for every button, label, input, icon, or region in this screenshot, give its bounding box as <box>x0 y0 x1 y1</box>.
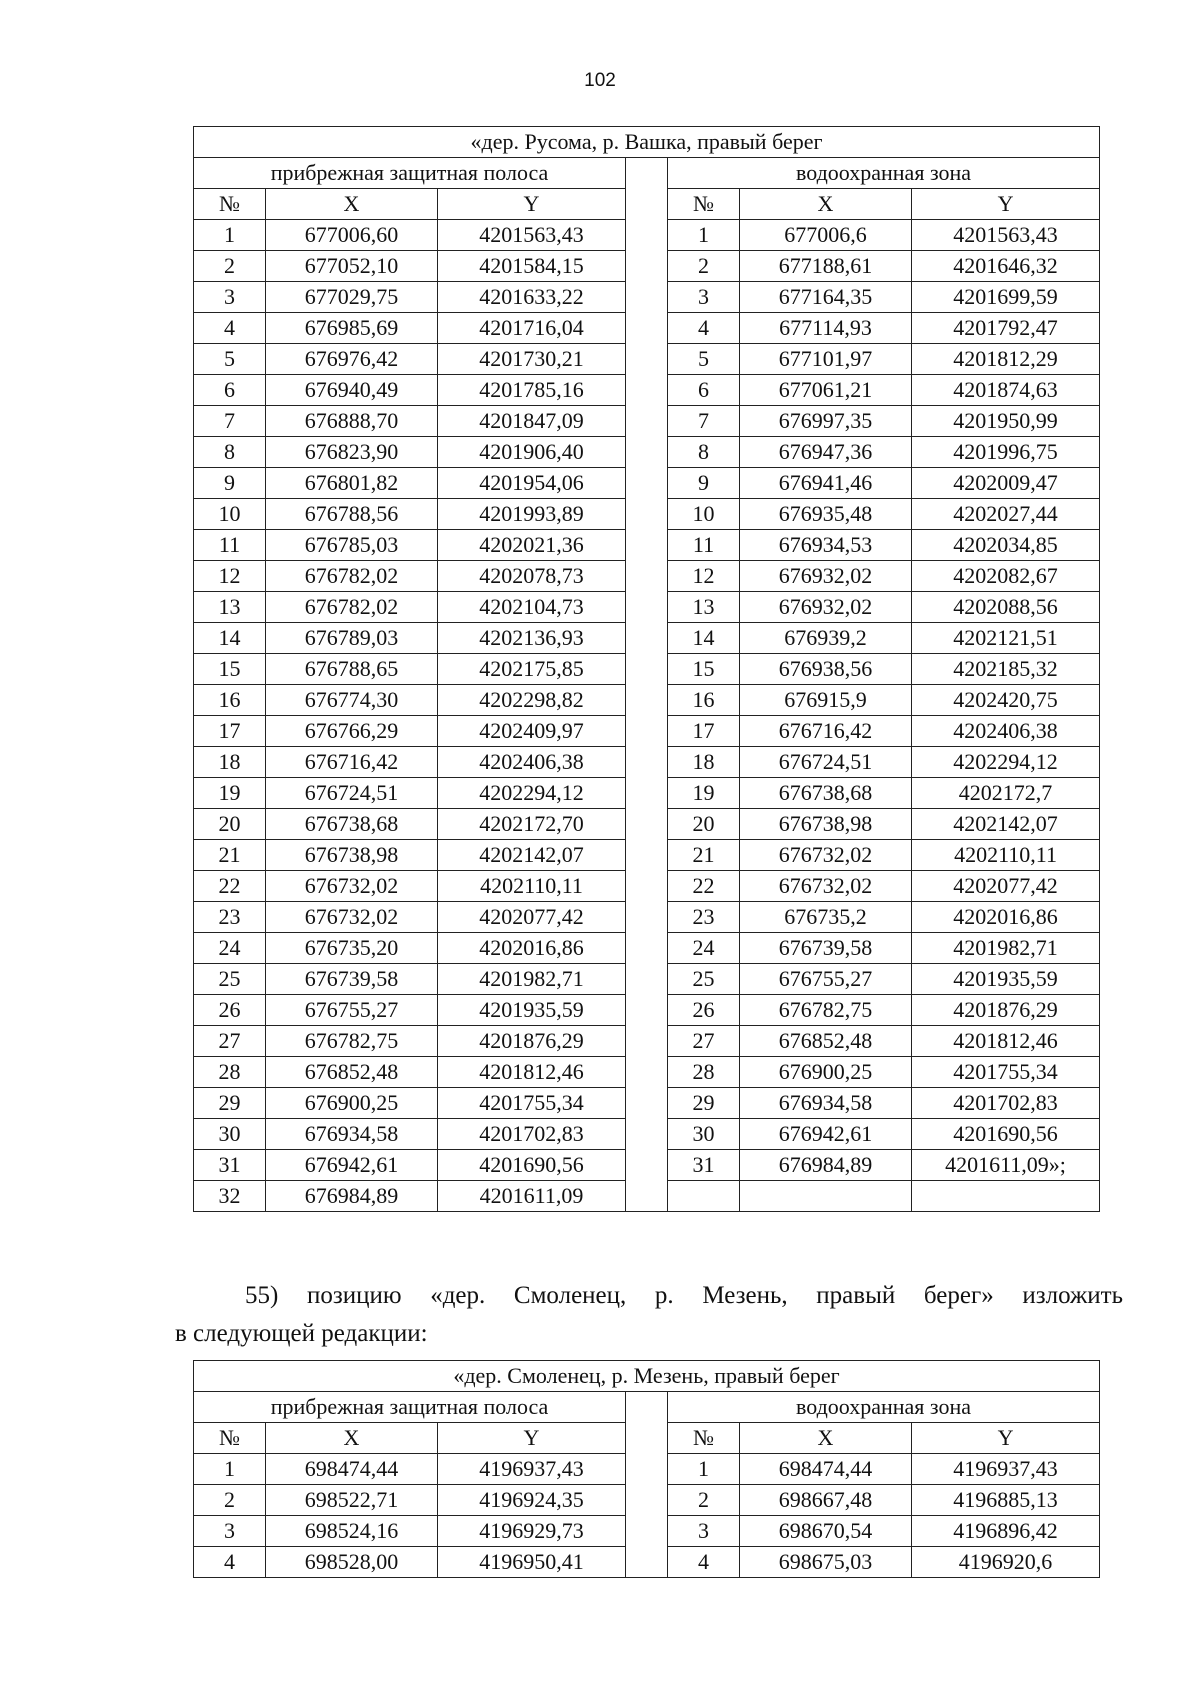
left-cell: 676782,75 <box>266 1026 438 1057</box>
right-cell: 11 <box>668 530 740 561</box>
left-cell: 677029,75 <box>266 282 438 313</box>
left-cell: 15 <box>194 654 266 685</box>
right-cell: 4 <box>668 313 740 344</box>
right-cell: 4201812,29 <box>912 344 1100 375</box>
right-cell: 4202185,32 <box>912 654 1100 685</box>
left-cell: 4201785,16 <box>438 375 626 406</box>
right-cell: 14 <box>668 623 740 654</box>
left-cell: 4201690,56 <box>438 1150 626 1181</box>
right-cell: 676732,02 <box>740 871 912 902</box>
left-cell: 2 <box>194 1485 266 1516</box>
left-cell: 11 <box>194 530 266 561</box>
left-cell: 676738,68 <box>266 809 438 840</box>
right-cell: 4201690,56 <box>912 1119 1100 1150</box>
right-cell: 677114,93 <box>740 313 912 344</box>
right-cell: 28 <box>668 1057 740 1088</box>
right-cell: 10 <box>668 499 740 530</box>
gap-column <box>626 1392 668 1578</box>
right-cell: 4201950,99 <box>912 406 1100 437</box>
right-cell: 31 <box>668 1150 740 1181</box>
left-cell: 13 <box>194 592 266 623</box>
left-cell: 4202016,86 <box>438 933 626 964</box>
left-cell: 17 <box>194 716 266 747</box>
left-cell: 676801,82 <box>266 468 438 499</box>
left-cell: 676984,89 <box>266 1181 438 1212</box>
right-cell: 21 <box>668 840 740 871</box>
left-cell: 5 <box>194 344 266 375</box>
left-cell: 4201563,43 <box>438 220 626 251</box>
right-cell: 676932,02 <box>740 561 912 592</box>
right-cell: 4202406,38 <box>912 716 1100 747</box>
right-cell: 4202420,75 <box>912 685 1100 716</box>
right-cell: 2 <box>668 251 740 282</box>
left-cell: 18 <box>194 747 266 778</box>
left-cell: 4202294,12 <box>438 778 626 809</box>
right-cell: 6 <box>668 375 740 406</box>
left-cell: 698524,16 <box>266 1516 438 1547</box>
left-cell: 4196937,43 <box>438 1454 626 1485</box>
left-cell: 32 <box>194 1181 266 1212</box>
right-cell: 5 <box>668 344 740 375</box>
left-cell: 4202172,70 <box>438 809 626 840</box>
left-cell: 14 <box>194 623 266 654</box>
right-cell: 7 <box>668 406 740 437</box>
gap-column <box>626 158 668 1212</box>
right-cell <box>912 1181 1100 1212</box>
page-number: 102 <box>584 70 616 91</box>
left-cell: 2 <box>194 251 266 282</box>
left-column-header: Y <box>438 189 626 220</box>
left-cell: 4202078,73 <box>438 561 626 592</box>
table-title: «дер. Смоленец, р. Мезень, правый берег <box>194 1361 1100 1392</box>
right-cell: 8 <box>668 437 740 468</box>
left-cell: 4201611,09 <box>438 1181 626 1212</box>
right-cell: 4196937,43 <box>912 1454 1100 1485</box>
left-cell: 4 <box>194 313 266 344</box>
right-cell: 4201611,09»; <box>912 1150 1100 1181</box>
right-cell: 12 <box>668 561 740 592</box>
right-column-header: № <box>668 1423 740 1454</box>
right-cell: 676735,2 <box>740 902 912 933</box>
right-cell: 676942,61 <box>740 1119 912 1150</box>
table-title-row <box>194 1361 1100 1392</box>
left-cell: 3 <box>194 1516 266 1547</box>
right-cell: 30 <box>668 1119 740 1150</box>
right-cell: 676900,25 <box>740 1057 912 1088</box>
right-cell: 4201563,43 <box>912 220 1100 251</box>
right-cell: 4201935,59 <box>912 964 1100 995</box>
left-cell: 676888,70 <box>266 406 438 437</box>
left-cell: 9 <box>194 468 266 499</box>
right-cell: 4201812,46 <box>912 1026 1100 1057</box>
right-cell: 4201702,83 <box>912 1088 1100 1119</box>
left-cell: 4201982,71 <box>438 964 626 995</box>
left-cell: 698474,44 <box>266 1454 438 1485</box>
right-cell: 677188,61 <box>740 251 912 282</box>
right-column-header: № <box>668 189 740 220</box>
right-cell: 16 <box>668 685 740 716</box>
right-cell: 4202077,42 <box>912 871 1100 902</box>
left-cell: 6 <box>194 375 266 406</box>
left-section-title: прибрежная защитная полоса <box>194 158 626 189</box>
right-cell: 676935,48 <box>740 499 912 530</box>
left-cell: 698522,71 <box>266 1485 438 1516</box>
right-column-header: X <box>740 189 912 220</box>
right-column-header: X <box>740 1423 912 1454</box>
right-cell: 4201996,75 <box>912 437 1100 468</box>
left-cell: 676738,98 <box>266 840 438 871</box>
left-cell: 4202077,42 <box>438 902 626 933</box>
right-cell: 4196885,13 <box>912 1485 1100 1516</box>
right-cell: 4202142,07 <box>912 809 1100 840</box>
right-cell: 676984,89 <box>740 1150 912 1181</box>
left-cell: 29 <box>194 1088 266 1119</box>
left-cell: 4201812,46 <box>438 1057 626 1088</box>
right-cell <box>740 1181 912 1212</box>
left-cell: 676716,42 <box>266 747 438 778</box>
left-cell: 3 <box>194 282 266 313</box>
left-cell: 4202142,07 <box>438 840 626 871</box>
right-cell: 4202121,51 <box>912 623 1100 654</box>
left-cell: 676739,58 <box>266 964 438 995</box>
right-cell: 3 <box>668 282 740 313</box>
left-cell: 1 <box>194 220 266 251</box>
right-cell: 677164,35 <box>740 282 912 313</box>
right-cell: 26 <box>668 995 740 1026</box>
left-cell: 676976,42 <box>266 344 438 375</box>
coordinates-table-rusoma <box>193 126 1100 1212</box>
right-cell: 676732,02 <box>740 840 912 871</box>
left-cell: 676774,30 <box>266 685 438 716</box>
right-cell: 4202034,85 <box>912 530 1100 561</box>
left-cell: 4 <box>194 1547 266 1578</box>
left-cell: 676732,02 <box>266 902 438 933</box>
left-cell: 4202298,82 <box>438 685 626 716</box>
right-cell: 677061,21 <box>740 375 912 406</box>
right-cell: 4201646,32 <box>912 251 1100 282</box>
left-cell: 4196924,35 <box>438 1485 626 1516</box>
right-cell: 9 <box>668 468 740 499</box>
left-cell: 676724,51 <box>266 778 438 809</box>
table-title: «дер. Русома, р. Вашка, правый берег <box>194 127 1100 158</box>
left-cell: 21 <box>194 840 266 871</box>
right-cell: 698670,54 <box>740 1516 912 1547</box>
left-cell: 4201716,04 <box>438 313 626 344</box>
left-cell: 4201755,34 <box>438 1088 626 1119</box>
right-cell: 4202009,47 <box>912 468 1100 499</box>
left-cell: 31 <box>194 1150 266 1181</box>
left-cell: 4196929,73 <box>438 1516 626 1547</box>
left-cell: 4202406,38 <box>438 747 626 778</box>
left-cell: 676823,90 <box>266 437 438 468</box>
left-cell: 676788,65 <box>266 654 438 685</box>
right-cell: 4202082,67 <box>912 561 1100 592</box>
left-section-title: прибрежная защитная полоса <box>194 1392 626 1423</box>
left-cell: 677052,10 <box>266 251 438 282</box>
right-cell: 676941,46 <box>740 468 912 499</box>
right-cell: 676724,51 <box>740 747 912 778</box>
left-cell: 676788,56 <box>266 499 438 530</box>
right-column-header: Y <box>912 1423 1100 1454</box>
coordinates-table-smolenets <box>193 1360 1100 1578</box>
left-cell: 676735,20 <box>266 933 438 964</box>
left-cell: 20 <box>194 809 266 840</box>
right-cell: 676782,75 <box>740 995 912 1026</box>
left-cell: 4201876,29 <box>438 1026 626 1057</box>
left-cell: 676782,02 <box>266 592 438 623</box>
right-cell: 676997,35 <box>740 406 912 437</box>
left-cell: 676782,02 <box>266 561 438 592</box>
left-cell: 4201584,15 <box>438 251 626 282</box>
left-cell: 698528,00 <box>266 1547 438 1578</box>
left-cell: 19 <box>194 778 266 809</box>
left-cell: 676789,03 <box>266 623 438 654</box>
right-cell: 4202110,11 <box>912 840 1100 871</box>
left-cell: 676934,58 <box>266 1119 438 1150</box>
left-cell: 4201633,22 <box>438 282 626 313</box>
right-column-header: Y <box>912 189 1100 220</box>
right-cell: 676755,27 <box>740 964 912 995</box>
left-cell: 27 <box>194 1026 266 1057</box>
left-cell: 1 <box>194 1454 266 1485</box>
left-cell: 22 <box>194 871 266 902</box>
right-cell: 17 <box>668 716 740 747</box>
right-cell: 676915,9 <box>740 685 912 716</box>
right-cell: 4201982,71 <box>912 933 1100 964</box>
left-column-header: X <box>266 1423 438 1454</box>
left-cell: 4202110,11 <box>438 871 626 902</box>
left-cell: 23 <box>194 902 266 933</box>
right-cell: 4202088,56 <box>912 592 1100 623</box>
right-cell: 25 <box>668 964 740 995</box>
right-cell: 4201792,47 <box>912 313 1100 344</box>
section-title-row <box>194 158 1100 189</box>
right-cell: 676934,53 <box>740 530 912 561</box>
section-title-row <box>194 1392 1100 1423</box>
left-cell: 12 <box>194 561 266 592</box>
left-cell: 676900,25 <box>266 1088 438 1119</box>
right-cell: 676938,56 <box>740 654 912 685</box>
left-cell: 4202021,36 <box>438 530 626 561</box>
left-cell: 16 <box>194 685 266 716</box>
left-column-header: Y <box>438 1423 626 1454</box>
right-cell: 676939,2 <box>740 623 912 654</box>
left-cell: 4201954,06 <box>438 468 626 499</box>
right-cell: 676738,98 <box>740 809 912 840</box>
left-cell: 4202136,93 <box>438 623 626 654</box>
right-section-title: водоохранная зона <box>668 158 1100 189</box>
right-cell: 4201874,63 <box>912 375 1100 406</box>
right-cell: 15 <box>668 654 740 685</box>
left-cell: 8 <box>194 437 266 468</box>
left-cell: 10 <box>194 499 266 530</box>
left-cell: 4201730,21 <box>438 344 626 375</box>
right-cell: 13 <box>668 592 740 623</box>
left-cell: 4201906,40 <box>438 437 626 468</box>
right-cell: 24 <box>668 933 740 964</box>
right-cell: 698474,44 <box>740 1454 912 1485</box>
right-cell: 698675,03 <box>740 1547 912 1578</box>
left-cell: 24 <box>194 933 266 964</box>
right-cell: 3 <box>668 1516 740 1547</box>
left-cell: 4202409,97 <box>438 716 626 747</box>
right-cell: 4202016,86 <box>912 902 1100 933</box>
right-cell: 4202172,7 <box>912 778 1100 809</box>
left-cell: 676732,02 <box>266 871 438 902</box>
right-cell: 698667,48 <box>740 1485 912 1516</box>
right-cell: 29 <box>668 1088 740 1119</box>
right-cell: 23 <box>668 902 740 933</box>
right-cell: 4196896,42 <box>912 1516 1100 1547</box>
left-cell: 676852,48 <box>266 1057 438 1088</box>
left-cell: 677006,60 <box>266 220 438 251</box>
left-cell: 676766,29 <box>266 716 438 747</box>
left-column-header: № <box>194 189 266 220</box>
right-cell: 4202027,44 <box>912 499 1100 530</box>
right-cell: 4201876,29 <box>912 995 1100 1026</box>
right-cell: 4201699,59 <box>912 282 1100 313</box>
left-cell: 4202104,73 <box>438 592 626 623</box>
left-cell: 4201935,59 <box>438 995 626 1026</box>
right-cell: 676932,02 <box>740 592 912 623</box>
left-cell: 676785,03 <box>266 530 438 561</box>
left-cell: 676940,49 <box>266 375 438 406</box>
right-cell: 676852,48 <box>740 1026 912 1057</box>
right-cell: 22 <box>668 871 740 902</box>
left-cell: 7 <box>194 406 266 437</box>
left-column-header: № <box>194 1423 266 1454</box>
right-cell: 1 <box>668 1454 740 1485</box>
right-cell: 676934,58 <box>740 1088 912 1119</box>
left-cell: 4201702,83 <box>438 1119 626 1150</box>
right-cell: 676716,42 <box>740 716 912 747</box>
right-cell: 19 <box>668 778 740 809</box>
left-column-header: X <box>266 189 438 220</box>
left-cell: 4201993,89 <box>438 499 626 530</box>
left-cell: 4196950,41 <box>438 1547 626 1578</box>
left-cell: 26 <box>194 995 266 1026</box>
table-title-row <box>194 127 1100 158</box>
right-cell: 1 <box>668 220 740 251</box>
paragraph-line-1: 55) позицию «дер. Смоленец, р. Мезень, правый берег» изложить <box>245 1282 1123 1309</box>
left-cell: 28 <box>194 1057 266 1088</box>
left-cell: 676942,61 <box>266 1150 438 1181</box>
left-cell: 25 <box>194 964 266 995</box>
right-cell: 2 <box>668 1485 740 1516</box>
right-cell: 676947,36 <box>740 437 912 468</box>
right-cell: 676739,58 <box>740 933 912 964</box>
right-cell: 4196920,6 <box>912 1547 1100 1578</box>
right-cell: 677006,6 <box>740 220 912 251</box>
left-cell: 4202175,85 <box>438 654 626 685</box>
right-cell: 18 <box>668 747 740 778</box>
right-cell: 20 <box>668 809 740 840</box>
left-cell: 676985,69 <box>266 313 438 344</box>
right-cell: 4 <box>668 1547 740 1578</box>
right-cell: 27 <box>668 1026 740 1057</box>
right-cell: 676738,68 <box>740 778 912 809</box>
right-cell <box>668 1181 740 1212</box>
left-cell: 30 <box>194 1119 266 1150</box>
right-cell: 677101,97 <box>740 344 912 375</box>
right-cell: 4202294,12 <box>912 747 1100 778</box>
left-cell: 676755,27 <box>266 995 438 1026</box>
right-section-title: водоохранная зона <box>668 1392 1100 1423</box>
paragraph-line-2: в следующей редакции: <box>175 1320 428 1347</box>
left-cell: 4201847,09 <box>438 406 626 437</box>
right-cell: 4201755,34 <box>912 1057 1100 1088</box>
